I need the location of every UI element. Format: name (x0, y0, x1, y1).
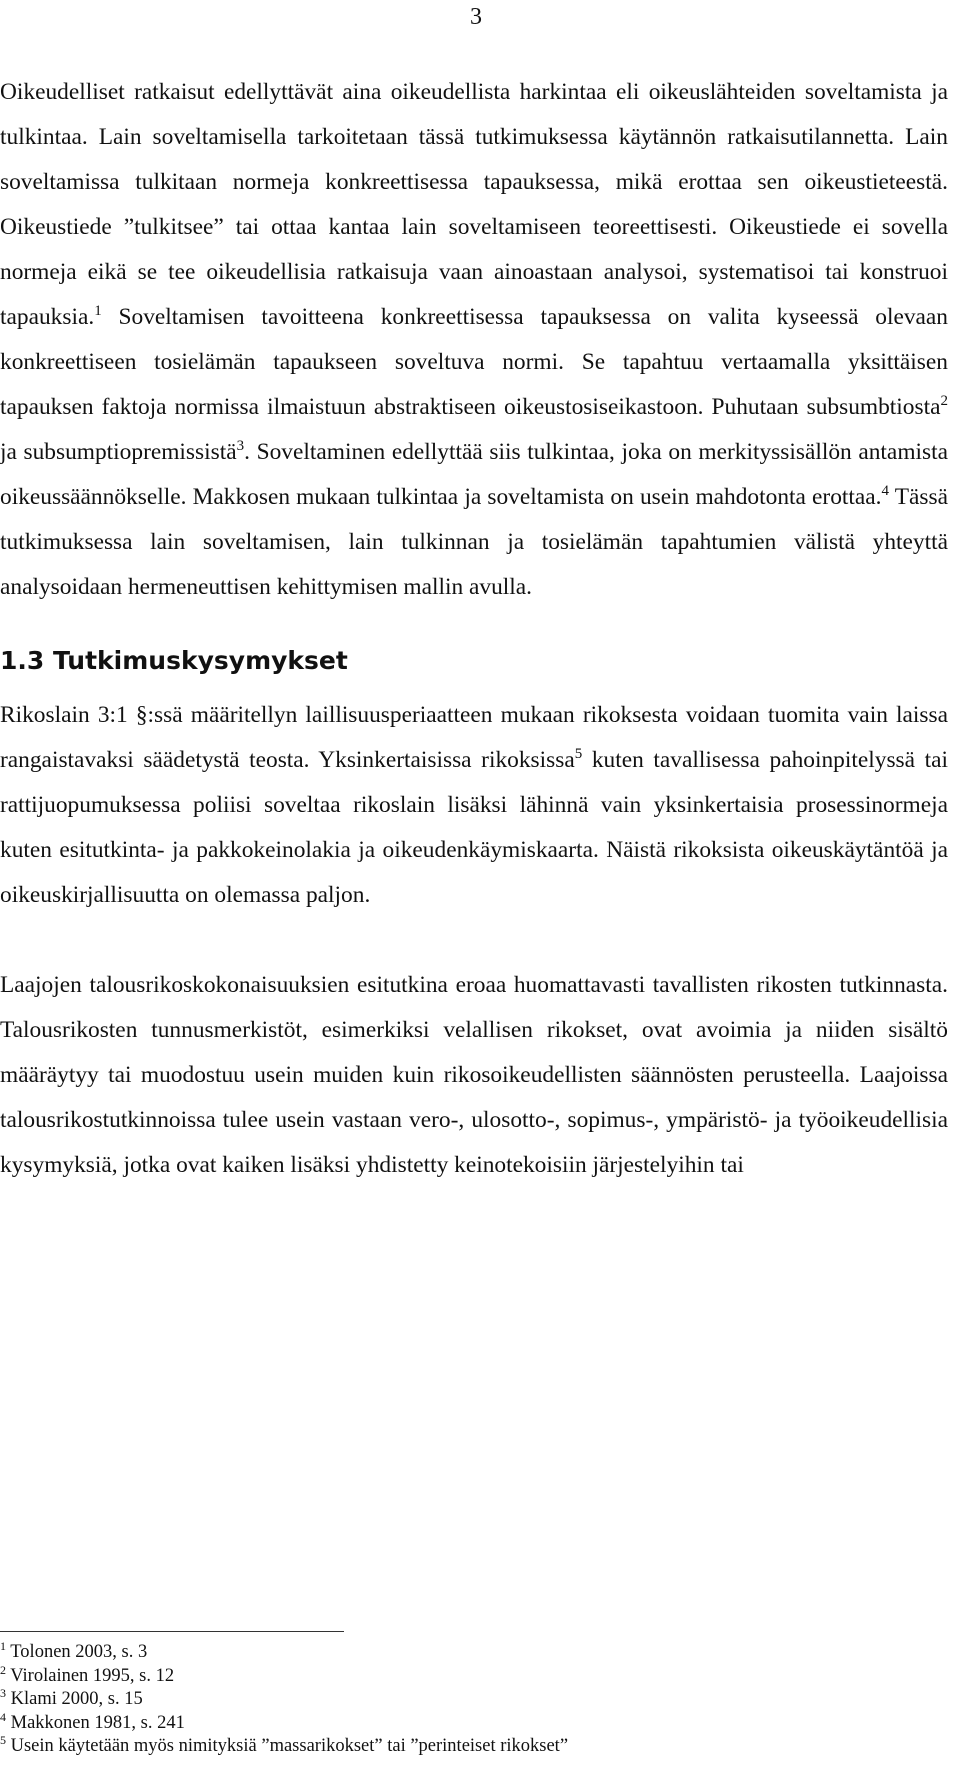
page-body (0, 70, 948, 1188)
footnote-divider (0, 1631, 344, 1632)
footnote-text: Makkonen 1981, s. 241 (6, 1712, 185, 1733)
section-heading: 1.3 Tutkimuskysymykset (0, 646, 348, 675)
footnote-ref-4[interactable]: 4 (881, 483, 890, 500)
paragraph-legal-application (0, 70, 948, 610)
footnote-2 (0, 1662, 568, 1689)
paragraph-text: . Soveltaminen edellyttää siis tulkintaa, joka on merkityssisällön antamista oikeussäännökselle. Makkosen mukaan tulkintaa ja soveltamista on usein mahdotonta erottaa. (0, 439, 948, 510)
paragraph-text: Oikeudelliset ratkaisut edellyttävät aina oikeudellista harkintaa eli oikeuslähteiden soveltamista ja tulkintaa. Lain soveltamisella tarkoitetaan tässä tutkimuksessa käytännön ratkaisutilannetta. Lain soveltamissa tulkitaan normeja konkreettisessa tapauksessa, mikä erottaa sen oikeustieteestä. Oikeustiede ”tulkitsee” tai ottaa kantaa lain soveltamiseen teoreettisesti. Oikeustiede ei sovella normeja eikä se tee oikeudellisia ratkaisuja vaan ainoastaan analysoi, systematisoi tai konstruoi tapauksia. (0, 79, 948, 330)
paragraph-economic-crimes: Laajojen talousrikoskokonaisuuksien esitutkina eroaa huomattavasti tavallisten rikosten tutkinnasta. Talousrikosten tunnusmerkistöt, esimerkiksi velallisen rikokset, ovat avoimia ja niiden sisältö määräytyy tai muodostuu usein muiden kuin rikosoikeudellisten säännösten perusteella. Laajoissa talousrikostutkinnoissa tulee usein vastaan vero-, ulosotto-, sopimus-, ympäristö- ja työoikeudellisia kysymyksiä, jotka ovat kaiken lisäksi yhdistetty keinotekoisiin järjestelyihin tai (0, 972, 948, 1178)
paragraph-text: kuten tavallisessa pahoinpitelyssä tai rattijuopumuksessa poliisi soveltaa rikoslain lisäksi lähinnä vain yksinkertaisia prosessinormeja kuten esitutkinta- ja pakkokeinolakia ja oikeudenkäymiskaarta. Näistä rikoksista oikeuskäytäntöä ja oikeuskirjallisuutta on olemassa paljon. (0, 747, 949, 908)
paragraph-text: Soveltamisen tavoitteena konkreettisessa tapauksessa on valita kyseessä olevaan konkreettiseen tosielämän tapaukseen soveltuva normi. Se tapahtuu vertaamalla yksittäisen tapauksen faktoja normissa ilmaistuun abstraktiseen oikeustosiseikastoon. Puhutaan subsumbtiosta (0, 304, 948, 420)
footnote-text: Tolonen 2003, s. 3 (6, 1642, 148, 1662)
paragraph-legality-principle (0, 693, 948, 918)
footnote-text: Klami 2000, s. 15 (6, 1689, 143, 1709)
footnote-text: Usein käytetään myös nimityksiä ”massarikokset” tai ”perinteiset rikokset” (6, 1736, 569, 1756)
footnote-5 (0, 1732, 569, 1759)
paragraph-text: Rikoslain 3:1 §:ssä määritellyn laillisuusperiaatteen mukaan rikoksesta voidaan tuomita vain laissa rangaistavaksi säädetystä teosta. Yksinkertaisissa rikoksissa (0, 702, 948, 773)
footnote-1 (0, 1638, 568, 1665)
footnotes (0, 1638, 569, 1759)
footnote-ref-3[interactable]: 3 (236, 438, 245, 455)
footnote-number: 5 (0, 1732, 6, 1747)
footnote-number: 2 (0, 1662, 6, 1677)
footnote-number: 3 (0, 1685, 6, 1700)
footnote-ref-5[interactable]: 5 (574, 746, 583, 763)
paragraph-spacer (0, 918, 948, 963)
paragraph-text: ja subsumptiopremissistä (0, 439, 237, 465)
footnote-3 (0, 1685, 568, 1712)
paragraph-text: Tässä tutkimuksessa lain soveltamisen, lain tulkinnan ja tosielämän tapahtumien välistä yhteyttä analysoidaan hermeneuttisen kehittymisen mallin avulla. (0, 484, 949, 600)
footnote-number: 4 (0, 1709, 6, 1724)
footnote-ref-2[interactable]: 2 (940, 393, 948, 410)
footnote-ref-1[interactable]: 1 (94, 303, 102, 320)
page-number: 3 (470, 4, 482, 30)
footnote-4 (0, 1709, 568, 1736)
footnote-number: 1 (0, 1638, 6, 1653)
footnote-text: Virolainen 1995, s. 12 (6, 1665, 175, 1686)
